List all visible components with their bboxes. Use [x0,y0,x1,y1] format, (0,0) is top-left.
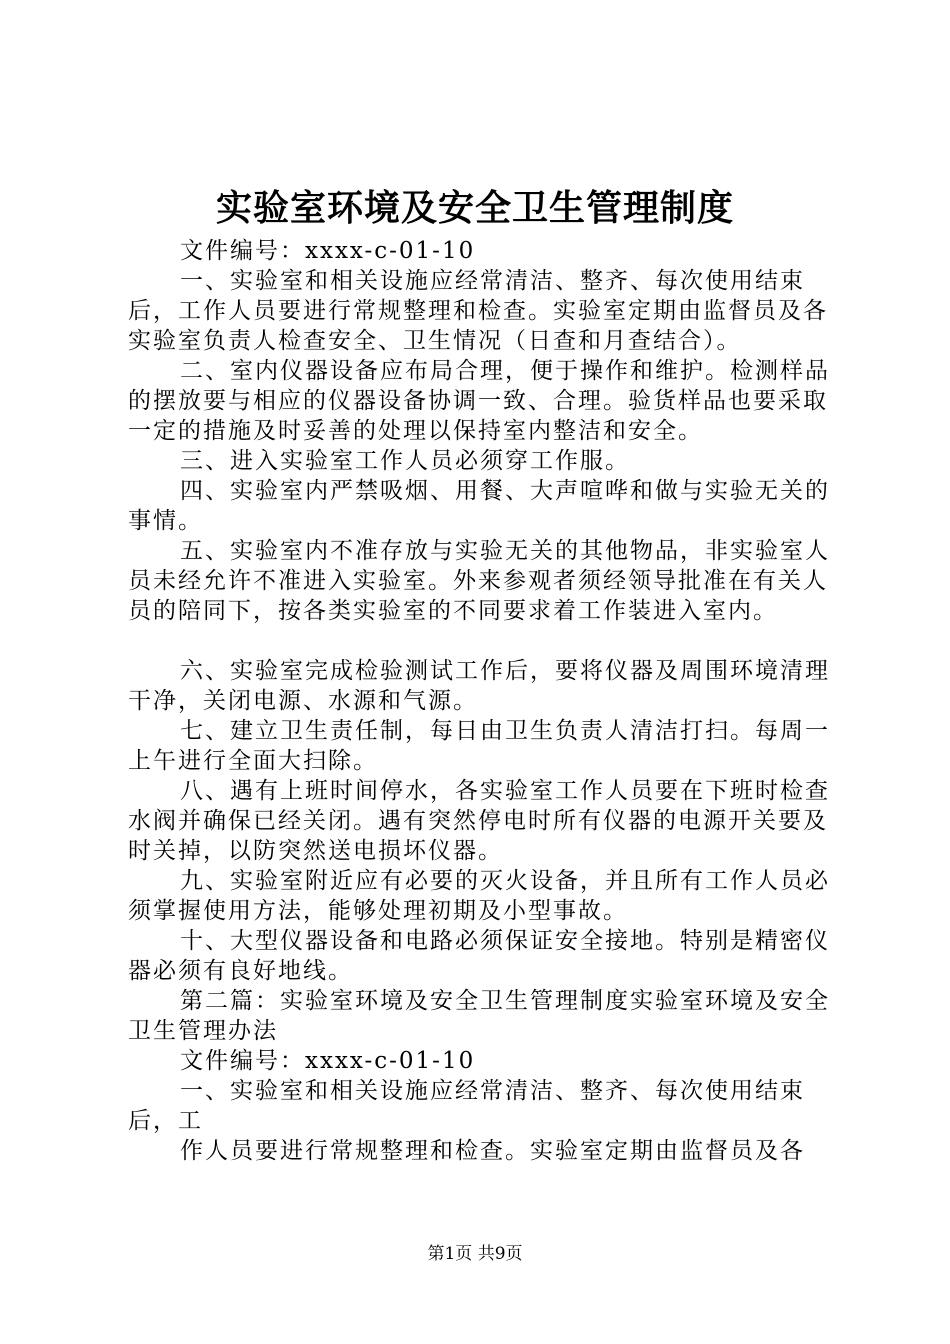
paragraph-3: 三、进入实验室工作人员必须穿工作服。 [180,448,630,474]
section-heading-2: 第二篇：实验室环境及安全卫生管理制度实验室环境及安全卫生管理办法 [128,988,830,1044]
doc-number-2: 文件编号：xxxx-c-01-10 [180,1048,476,1074]
paragraph-2-1: 一、实验室和相关设施应经常清洁、整齐、每次使用结束后，工 [128,1078,805,1134]
paragraph-1: 一、实验室和相关设施应经常清洁、整齐、每次使用结束后，工作人员要进行常规整理和检查。实验室定期由监督员及各实验室负责人检查安全、卫生情况（日查和月查结合）。 [128,268,828,354]
document-body [128,236,836,1166]
document-title: 实验室环境及安全卫生管理制度 [215,187,734,229]
paragraph-9: 九、实验室附近应有必要的灭火设备，并且所有工作人员必须掌握使用方法，能够处理初期及小型事故。 [128,868,830,924]
page-number-footer: 第1页 共9页 [427,1244,523,1264]
paragraph-6: 六、实验室完成检验测试工作后，要将仪器及周围环境清理干净，关闭电源、水源和气源。 [128,658,830,714]
doc-number: 文件编号：xxxx-c-01-10 [180,238,476,264]
paragraph-2: 二、室内仪器设备应布局合理，便于操作和维护。检测样品的摆放要与相应的仪器设备协调一致、合理。验货样品也要采取一定的措施及时妥善的处理以保持室内整洁和安全。 [128,358,830,444]
paragraph-5: 五、实验室内不准存放与实验无关的其他物品，非实验室人员未经允许不准进入实验室。外来参观者须经领导批准在有关人员的陪同下，按各类实验室的不同要求着工作装进入室内。 [128,538,830,624]
paragraph-7: 七、建立卫生责任制，每日由卫生负责人清洁打扫。每周一上午进行全面大扫除。 [128,718,830,774]
paragraph-10: 十、大型仪器设备和电路必须保证安全接地。特别是精密仪器必须有良好地线。 [128,928,830,984]
paragraph-4: 四、实验室内严禁吸烟、用餐、大声喧哗和做与实验无关的事情。 [128,478,830,534]
paragraph-2-1-cont: 作人员要进行常规整理和检查。实验室定期由监督员及各 [180,1138,805,1164]
paragraph-8: 八、遇有上班时间停水，各实验室工作人员要在下班时检查水阀并确保已经关闭。遇有突然停电时所有仪器的电源开关要及时关掉，以防突然送电损坏仪器。 [128,778,830,864]
